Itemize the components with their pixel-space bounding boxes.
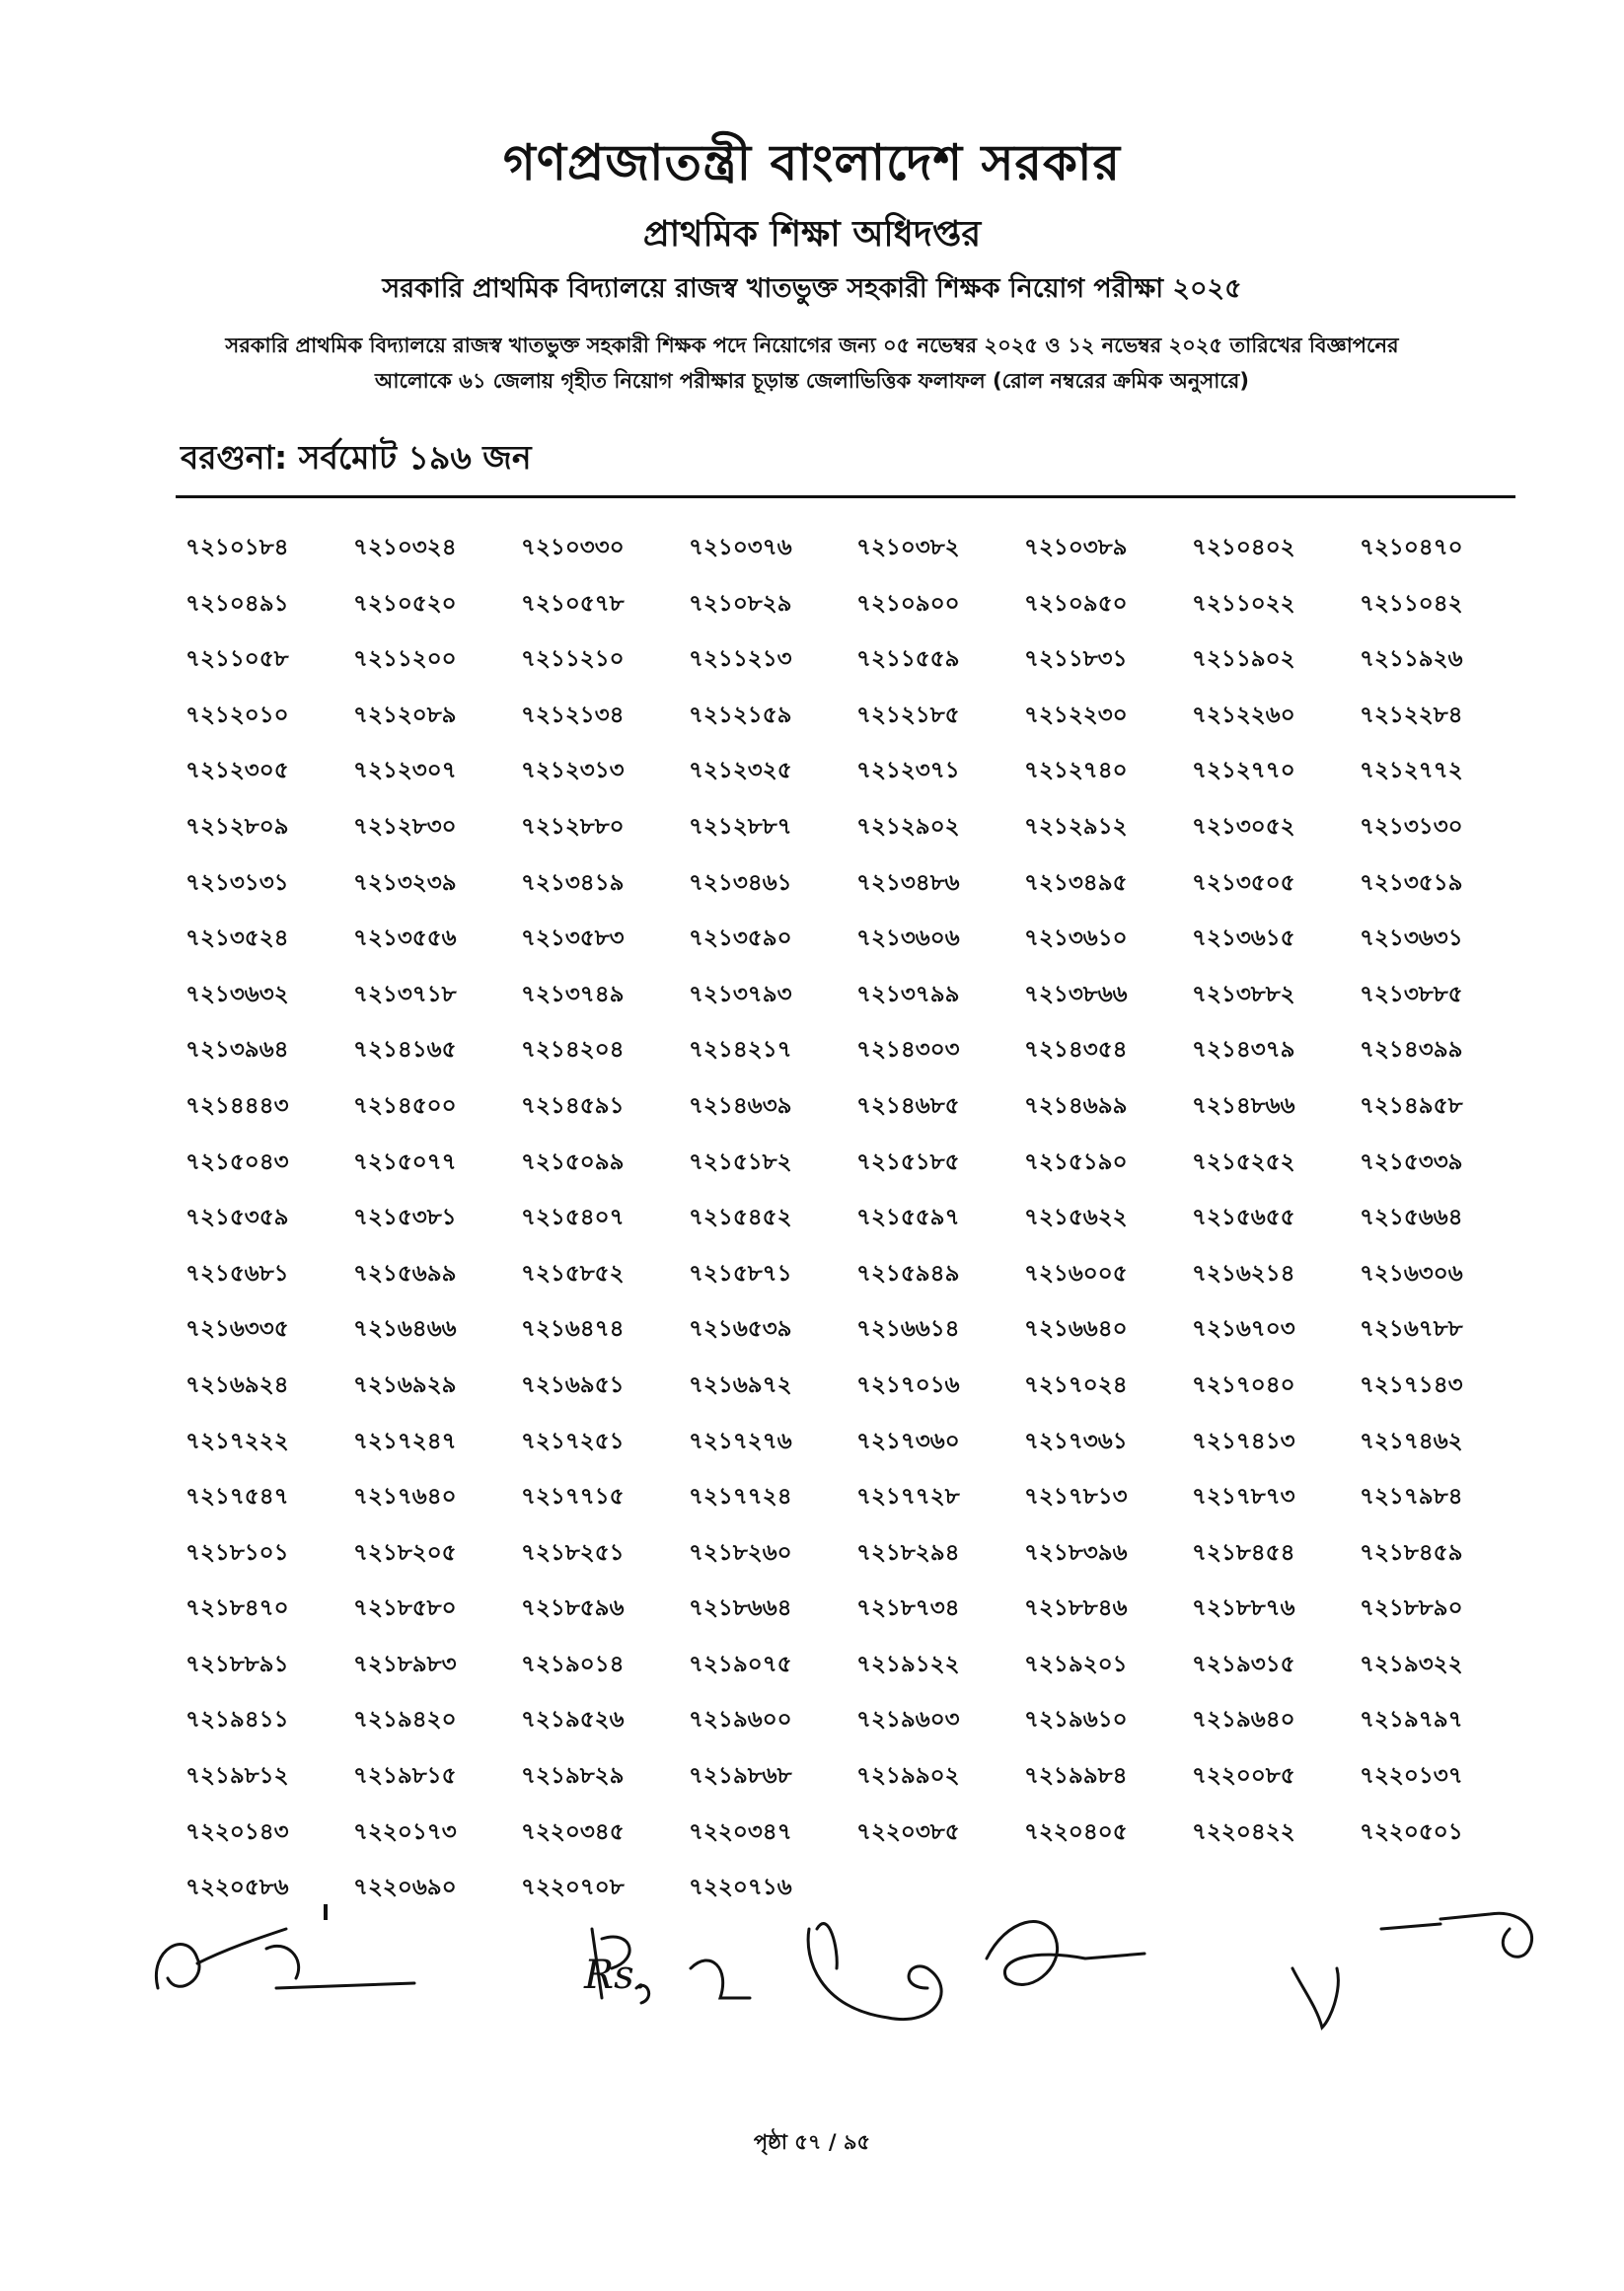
roll-number: ৭২২০৫০১ [1360, 1818, 1463, 1845]
roll-number: ৭২১৫৩৮১ [353, 1205, 457, 1231]
roll-number: ৭২১২১৫৯ [689, 702, 792, 728]
roll-number: ৭২১৩৫১৯ [1360, 869, 1463, 896]
roll-number: ৭২১৭৩৬১ [1024, 1428, 1128, 1454]
district-heading: বরগুনা: সর্বমোট ১৯৬ জন [181, 438, 532, 477]
roll-number: ৭২১৭৪৬২ [1360, 1428, 1463, 1454]
roll-number: ৭২১৭২৭৬ [689, 1428, 792, 1454]
header-divider [176, 495, 1515, 498]
roll-number: ৭২১৬২১৪ [1192, 1260, 1295, 1287]
roll-number: ৭২১০৪৭০ [1360, 535, 1463, 560]
roll-number: ৭২১৩৭১৮ [353, 981, 457, 1007]
roll-number: ৭২১৩৭৯৯ [856, 981, 960, 1007]
signature-initials: Rs. [584, 1953, 647, 1998]
roll-number: ৭২১৭৮১৩ [1024, 1484, 1128, 1511]
roll-number: ৭২২০১৭৩ [353, 1818, 457, 1845]
roll-number: ৭২১৪৮৬৬ [1192, 1092, 1295, 1119]
roll-number: ৭২১৯৮২৯ [521, 1763, 625, 1790]
roll-number: ৭২১৬৭৮৮ [1360, 1316, 1463, 1343]
roll-number: ৭২১৮৬৬৪ [689, 1595, 792, 1622]
roll-number: ৭২১৯০১৪ [521, 1651, 625, 1677]
roll-number: ৭২১৩৭৯৩ [689, 981, 792, 1007]
roll-number: ৭২১৫১৯০ [1024, 1148, 1128, 1175]
roll-number: ৭২১৬৩৩৫ [185, 1316, 289, 1343]
roll-number: ৭২১৭৪১৩ [1192, 1428, 1295, 1454]
roll-number: ৭২১৮২০৫ [353, 1539, 457, 1566]
roll-number: ৭২১৫০৯৯ [521, 1148, 625, 1175]
roll-number: ৭২১৫৩৩৯ [1360, 1148, 1463, 1175]
roll-number: ৭২১৯৪২০ [353, 1707, 457, 1734]
roll-number: ৭২১৯০৭৫ [689, 1651, 792, 1677]
roll-number: ৭২১৭২২২ [185, 1428, 289, 1454]
roll-number: ৭২১৯৪১১ [185, 1707, 289, 1734]
roll-number: ৭২১৮৪৭০ [185, 1595, 289, 1622]
roll-number: ৭২১৫৬৯৯ [353, 1260, 457, 1287]
roll-number: ৭২১৩৮৬৬ [1024, 981, 1128, 1007]
roll-number: ৭২১৬৯২৯ [353, 1371, 457, 1398]
roll-number: ৭২১০৫২০ [353, 590, 457, 617]
signature-5 [1292, 1913, 1532, 2028]
roll-number: ৭২১৪৩৫৪ [1024, 1037, 1128, 1064]
roll-number: ৭২১৫৪৫২ [689, 1205, 792, 1231]
roll-number: ৭২১৮৫৮০ [353, 1595, 457, 1622]
roll-number: ৭২১৯১২২ [856, 1651, 960, 1677]
roll-number: ৭২১৪১৬৫ [353, 1037, 457, 1064]
roll-number: ৭২১৪৬৩৯ [689, 1092, 792, 1119]
roll-number: ৭২১৫০৭৭ [353, 1148, 457, 1175]
roll-number: ৭২১৩০৫২ [1192, 813, 1295, 840]
roll-number: ৭২১৬৯৫১ [521, 1371, 625, 1398]
notice-text [0, 328, 1624, 399]
roll-number: ৭২১৩৪৮৬ [856, 869, 960, 896]
roll-number: ৭২২০৭০৮ [521, 1875, 625, 1901]
roll-number: ৭২১১০৫৮ [185, 646, 289, 673]
roll-number: ৭২১৯২০১ [1024, 1651, 1128, 1677]
roll-number: ৭২১২৩০৫ [185, 758, 289, 784]
roll-number: ৭২১৬৯২৪ [185, 1371, 289, 1398]
exam-title: সরকারি প্রাথমিক বিদ্যালয়ে রাজস্ব খাতভুক্ত সহকারী শিক্ষক নিয়োগ পরীক্ষা ২০২৫ [382, 273, 1242, 304]
roll-number: ৭২১৩২৩৯ [353, 869, 457, 896]
roll-number: ৭২১০৮২৯ [689, 590, 792, 617]
roll-number: ৭২১৪৩৯৯ [1360, 1037, 1463, 1064]
roll-number: ৭২১২৩২৫ [689, 758, 792, 784]
roll-number: ৭২১০১৮৪ [185, 535, 289, 560]
roll-number: ৭২১২৭৪০ [1024, 758, 1128, 784]
roll-number: ৭২১৩৫০৫ [1192, 869, 1295, 896]
roll-number: ৭২১০৯০০ [856, 590, 960, 617]
roll-number: ৭২১২৮০৯ [185, 813, 289, 840]
roll-number: ৭২১১৯০২ [1192, 646, 1295, 673]
roll-number: ৭২১১০২২ [1192, 590, 1295, 617]
roll-number: ৭২১৯৮৬৮ [689, 1763, 792, 1790]
roll-number: ৭২১৯৮১২ [185, 1763, 289, 1790]
roll-number: ৭২১৬৭০৩ [1192, 1316, 1295, 1343]
roll-number: ৭২১৫৮৭১ [689, 1260, 792, 1287]
roll-number: ৭২১৮৮৭৬ [1192, 1595, 1295, 1622]
roll-number: ৭২১৯৬০৩ [856, 1707, 960, 1734]
roll-number: ৭২১৮৩৯৬ [1024, 1539, 1128, 1566]
roll-number: ৭২১৪৯৫৮ [1360, 1092, 1463, 1119]
roll-number: ৭২২০১৩৭ [1360, 1763, 1463, 1790]
roll-number: ৭২১২৩০৭ [353, 758, 457, 784]
roll-number: ৭২১৯৯৮৪ [1024, 1763, 1128, 1790]
roll-number: ৭২১৮৫৯৬ [521, 1595, 625, 1622]
roll-number: ৭২১০৯৫০ [1024, 590, 1128, 617]
roll-number: ৭২১৬৬৪০ [1024, 1316, 1128, 1343]
roll-number: ৭২১৫০৪৩ [185, 1148, 289, 1175]
roll-number: ৭২১১৯২৬ [1360, 646, 1463, 673]
signatures [138, 1870, 1539, 2057]
notice-line-2: আলোকে ৬১ জেলায় গৃহীত নিয়োগ পরীক্ষার চূড়ান্ত জেলাভিত্তিক ফলাফল (রোল নম্বরের ক্রমিক অনুসারে) [375, 369, 1249, 393]
roll-number: ৭২১২৩১৩ [521, 758, 625, 784]
roll-number: ৭২১৯৫২৬ [521, 1707, 625, 1734]
roll-number: ৭২১৭৬৪০ [353, 1484, 457, 1511]
roll-number: ৭২২০১৪৩ [185, 1818, 289, 1845]
signature-3 [808, 1924, 941, 2020]
roll-number: ৭২১১০৪২ [1360, 590, 1463, 617]
roll-number: ৭২১৫৪০৭ [521, 1205, 625, 1231]
roll-number: ৭২১২৭৭০ [1192, 758, 1295, 784]
roll-number: ৭২১৯৬৪০ [1192, 1707, 1295, 1734]
roll-number: ৭২১৮১০১ [185, 1539, 289, 1566]
roll-number: ৭২১৯৭৯৭ [1360, 1707, 1463, 1734]
roll-number: ৭২১৯৬১০ [1024, 1707, 1128, 1734]
page-number: পৃষ্ঠা ৫৭ / ৯৫ [753, 2130, 871, 2154]
roll-number: ৭২১৩৮৮২ [1192, 981, 1295, 1007]
roll-number: ৭২১৭৯৮৪ [1360, 1484, 1463, 1511]
roll-number: ৭২১৩৪১৯ [521, 869, 625, 896]
roll-number: ৭২১৫৫৯৭ [856, 1205, 960, 1231]
roll-number: ৭২১৬৫৩৯ [689, 1316, 792, 1343]
roll-number: ৭২১৩৪৯৫ [1024, 869, 1128, 896]
roll-number: ৭২১৭৭২৪ [689, 1484, 792, 1511]
roll-number: ৭২১৭৭১৫ [521, 1484, 625, 1511]
roll-number: ৭২১৫২৫২ [1192, 1148, 1295, 1175]
roll-number: ৭২১৫৩৫৯ [185, 1205, 289, 1231]
roll-number: ৭২১৩১৩০ [1360, 813, 1463, 840]
roll-number: ৭২১৭০১৬ [856, 1371, 960, 1398]
roll-number: ৭২১০৩৮৯ [1024, 535, 1128, 560]
roll-number: ৭২১৭১৪৩ [1360, 1371, 1463, 1398]
roll-number: ৭২১৩৬১৫ [1192, 925, 1295, 952]
roll-number: ৭২১১৮৩১ [1024, 646, 1128, 673]
roll-number: ৭২১০৩৩০ [521, 535, 625, 560]
roll-number: ৭২১৩৬০৬ [856, 925, 960, 952]
roll-number: ৭২১৫৬৬৪ [1360, 1205, 1463, 1231]
roll-number: ৭২১৩৯৬৪ [185, 1037, 289, 1064]
roll-number: ৭২১২৯০২ [856, 813, 960, 840]
roll-number: ৭২১৭৭২৮ [856, 1484, 960, 1511]
roll-number: ৭২১০৩৭৬ [689, 535, 792, 560]
department-title: প্রাথমিক শিক্ষা অধিদপ্তর [642, 214, 982, 255]
roll-number: ৭২১৮৯৮৩ [353, 1651, 457, 1677]
roll-number: ৭২১২৮৮০ [521, 813, 625, 840]
roll-number: ৭২১৭৮৭৩ [1192, 1484, 1295, 1511]
roll-number: ৭২১৮৭৩৪ [856, 1595, 960, 1622]
roll-number: ৭২১৩৫৯০ [689, 925, 792, 952]
roll-number: ৭২১৭২৪৭ [353, 1428, 457, 1454]
roll-number: ৭২১৮৪৫৪ [1192, 1539, 1295, 1566]
roll-number: ৭২১৭০২৪ [1024, 1371, 1128, 1398]
roll-number: ৭২১৩৫৫৬ [353, 925, 457, 952]
roll-number: ৭২১৫১৮২ [689, 1148, 792, 1175]
roll-number: ৭২১১২১৩ [689, 646, 792, 673]
roll-number: ৭২১২৮৮৭ [689, 813, 792, 840]
roll-number: ৭২১৬৩০৬ [1360, 1260, 1463, 1287]
roll-number: ৭২১৮৪৫৯ [1360, 1539, 1463, 1566]
roll-number: ৭২১৯৯০২ [856, 1763, 960, 1790]
roll-number: ৭২১৩৬৩১ [1360, 925, 1463, 952]
roll-number: ৭২১৮২৬০ [689, 1539, 792, 1566]
roll-number: ৭২১৪৫৯১ [521, 1092, 625, 1119]
roll-number: ৭২২০৪২২ [1192, 1818, 1295, 1845]
roll-number: ৭২১৮২৫১ [521, 1539, 625, 1566]
roll-number: ৭২১২৮৩০ [353, 813, 457, 840]
roll-number: ৭২১৪৬৯৯ [1024, 1092, 1128, 1119]
roll-number: ৭২১৬৬১৪ [856, 1316, 960, 1343]
roll-number: ৭২১২৯১২ [1024, 813, 1128, 840]
signature-4 [987, 1922, 1144, 1985]
roll-number-grid [185, 529, 1527, 1925]
roll-number: ৭২১৬৪৭৪ [521, 1316, 625, 1343]
roll-number: ৭২১২১৩৪ [521, 702, 625, 728]
roll-number: ৭২১৪৩৭৯ [1192, 1037, 1295, 1064]
roll-number: ৭২১২২৮৪ [1360, 702, 1463, 728]
roll-number: ৭২২০৪০৫ [1024, 1818, 1128, 1845]
roll-number: ৭২১৮২৯৪ [856, 1539, 960, 1566]
roll-number: ৭২১৭০৪০ [1192, 1371, 1295, 1398]
roll-number: ৭২১৩৬৩২ [185, 981, 289, 1007]
roll-number: ৭২১৪২১৭ [689, 1037, 792, 1064]
roll-number: ৭২১২০১০ [185, 702, 289, 728]
roll-number: ৭২১২১৮৫ [856, 702, 960, 728]
roll-number: ৭২১৭৫৪৭ [185, 1484, 289, 1511]
roll-number: ৭২১৯৮১৫ [353, 1763, 457, 1790]
roll-number: ৭২১২২৬০ [1192, 702, 1295, 728]
roll-number: ৭২১২৭৭২ [1360, 758, 1463, 784]
signature-1 [156, 1929, 414, 1988]
roll-number: ৭২১৯৩১৫ [1192, 1651, 1295, 1677]
roll-number: ৭২১৩৫২৪ [185, 925, 289, 952]
roll-number: ৭২১৪৬৮৫ [856, 1092, 960, 1119]
roll-number: ৭২২০৩৪৭ [689, 1818, 792, 1845]
government-title: গণপ্রজাতন্ত্রী বাংলাদেশ সরকার [503, 134, 1121, 191]
roll-number: ৭২২০০৮৫ [1192, 1763, 1295, 1790]
roll-number: ৭২১৫৮৫২ [521, 1260, 625, 1287]
roll-number: ৭২১২০৮৯ [353, 702, 457, 728]
roll-number: ৭২১৬৪৬৬ [353, 1316, 457, 1343]
roll-number: ৭২১১২০০ [353, 646, 457, 673]
roll-number: ৭২১০৩২৪ [353, 535, 457, 560]
roll-number: ৭২১৬০০৫ [1024, 1260, 1128, 1287]
roll-number: ৭২১৭৩৬০ [856, 1428, 960, 1454]
roll-number: ৭২২০৫৮৬ [185, 1875, 289, 1901]
roll-number: ৭২২০৬৯০ [353, 1875, 457, 1901]
roll-number: ৭২২০৩৪৫ [521, 1818, 625, 1845]
roll-number: ৭২১৪৫০০ [353, 1092, 457, 1119]
roll-number: ৭২১৩৮৮৫ [1360, 981, 1463, 1007]
roll-number: ৭২১০৪০২ [1192, 535, 1295, 560]
roll-number: ৭২১৪৩০৩ [856, 1037, 960, 1064]
roll-number: ৭২১৫১৮৫ [856, 1148, 960, 1175]
roll-number: ৭২১২৩৭১ [856, 758, 960, 784]
roll-number: ৭২১৩৫৮৩ [521, 925, 625, 952]
roll-number: ৭২১৯৩২২ [1360, 1651, 1463, 1677]
roll-number: ৭২১৭২৫১ [521, 1428, 625, 1454]
roll-number: ৭২১১৫৫৯ [856, 646, 960, 673]
roll-number: ৭২১৪২০৪ [521, 1037, 625, 1064]
notice-line-1: সরকারি প্রাথমিক বিদ্যালয়ে রাজস্ব খাতভুক্ত সহকারী শিক্ষক পদে নিয়োগের জন্য ০৫ নভেম্বর ২০২৫ ও ১২ নভেম্বর ২০২৫ তারিখের বিজ্ঞাপনের [225, 333, 1399, 357]
roll-number: ৭২১৮৮৯১ [185, 1651, 289, 1677]
roll-number: ৭২১২২৩০ [1024, 702, 1128, 728]
roll-number: ৭২১৮৮৯০ [1360, 1595, 1463, 1622]
roll-number: ৭২১৩৭৪৯ [521, 981, 625, 1007]
roll-number: ৭২২০৩৮৫ [856, 1818, 960, 1845]
roll-number: ৭২১৪৪৪৩ [185, 1092, 289, 1119]
roll-number: ৭২১৩৪৬১ [689, 869, 792, 896]
roll-number: ৭২১৫৯৪৯ [856, 1260, 960, 1287]
roll-number: ৭২১০৫৭৮ [521, 590, 625, 617]
roll-number: ৭২১৬৯৭২ [689, 1371, 792, 1398]
roll-number: ৭২২০৭১৬ [689, 1875, 792, 1901]
roll-number: ৭২১৮৮৪৬ [1024, 1595, 1128, 1622]
roll-number: ৭২১৩৬১০ [1024, 925, 1128, 952]
roll-number: ৭২১৩১৩১ [185, 869, 289, 896]
roll-number: ৭২১০৩৮২ [856, 535, 960, 560]
roll-number: ৭২১৫৬২২ [1024, 1205, 1128, 1231]
roll-number: ৭২১০৪৯১ [185, 590, 289, 617]
roll-number: ৭২১১২১০ [521, 646, 625, 673]
roll-number: ৭২১৫৬৮১ [185, 1260, 289, 1287]
roll-number: ৭২১৫৬৫৫ [1192, 1205, 1295, 1231]
roll-number: ৭২১৯৬০০ [689, 1707, 792, 1734]
